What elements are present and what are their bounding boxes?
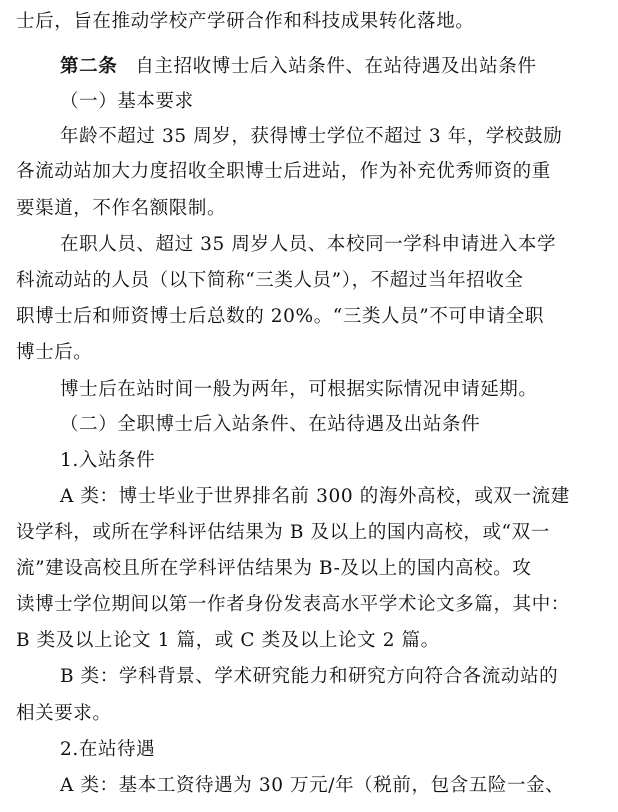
text-line-15: 设学科，或所在学科评估结果为 B 及以上的国内高校，或“双一 <box>16 522 550 543</box>
text-line-6: 要渠道，不作名额限制。 <box>16 198 227 219</box>
article-label: 第二条 <box>60 56 118 77</box>
text-line-4: 年龄不超过 35 周岁，获得博士学位不超过 3 年，学校鼓励 <box>60 126 563 147</box>
subsection-heading-1: 1.入站条件 <box>60 450 156 471</box>
text-line-16: 流”建设高校且所在学科评估结果为 B-及以上的国内高校。攻 <box>16 558 532 579</box>
text-line-17: 读博士学位期间以第一作者身份发表高水平学术论文多篇，其中： <box>16 594 570 615</box>
section-heading-2: （二）全职博士后入站条件、在站待遇及出站条件 <box>60 414 481 435</box>
text-line-18: B 类及以上论文 1 篇，或 C 类及以上论文 2 篇。 <box>16 630 440 651</box>
article-heading <box>60 55 536 79</box>
text-line-5: 各流动站加大力度招收全职博士后进站，作为补充优秀师资的重 <box>16 161 551 182</box>
text-line-10: 博士后。 <box>16 342 93 363</box>
text-line-14: A 类：博士毕业于世界排名前 300 的海外高校，或双一流建 <box>60 486 570 507</box>
text-line-9: 职博士后和师资博士后总数的 20%。“三类人员”不可申请全职 <box>16 306 544 327</box>
subsection-heading-2: 2.在站待遇 <box>60 739 156 760</box>
text-line-1: 士后，旨在推动学校产学研合作和科技成果转化落地。 <box>16 11 475 32</box>
text-line-11: 博士后在站时间一般为两年，可根据实际情况申请延期。 <box>60 379 538 400</box>
article-title: 自主招收博士后入站条件、在站待遇及出站条件 <box>135 56 537 77</box>
text-line-8: 科流动站的人员（以下简称“三类人员”），不超过当年招收全 <box>16 270 524 291</box>
text-line-22: A 类：基本工资待遇为 30 万元/年（税前，包含五险一金、 <box>60 775 565 796</box>
section-heading-1: （一）基本要求 <box>60 91 194 112</box>
text-line-7: 在职人员、超过 35 周岁人员、本校同一学科申请进入本学 <box>60 234 557 255</box>
text-line-19: B 类：学科背景、学术研究能力和研究方向符合各流动站的 <box>60 666 559 687</box>
text-line-20: 相关要求。 <box>16 703 112 724</box>
